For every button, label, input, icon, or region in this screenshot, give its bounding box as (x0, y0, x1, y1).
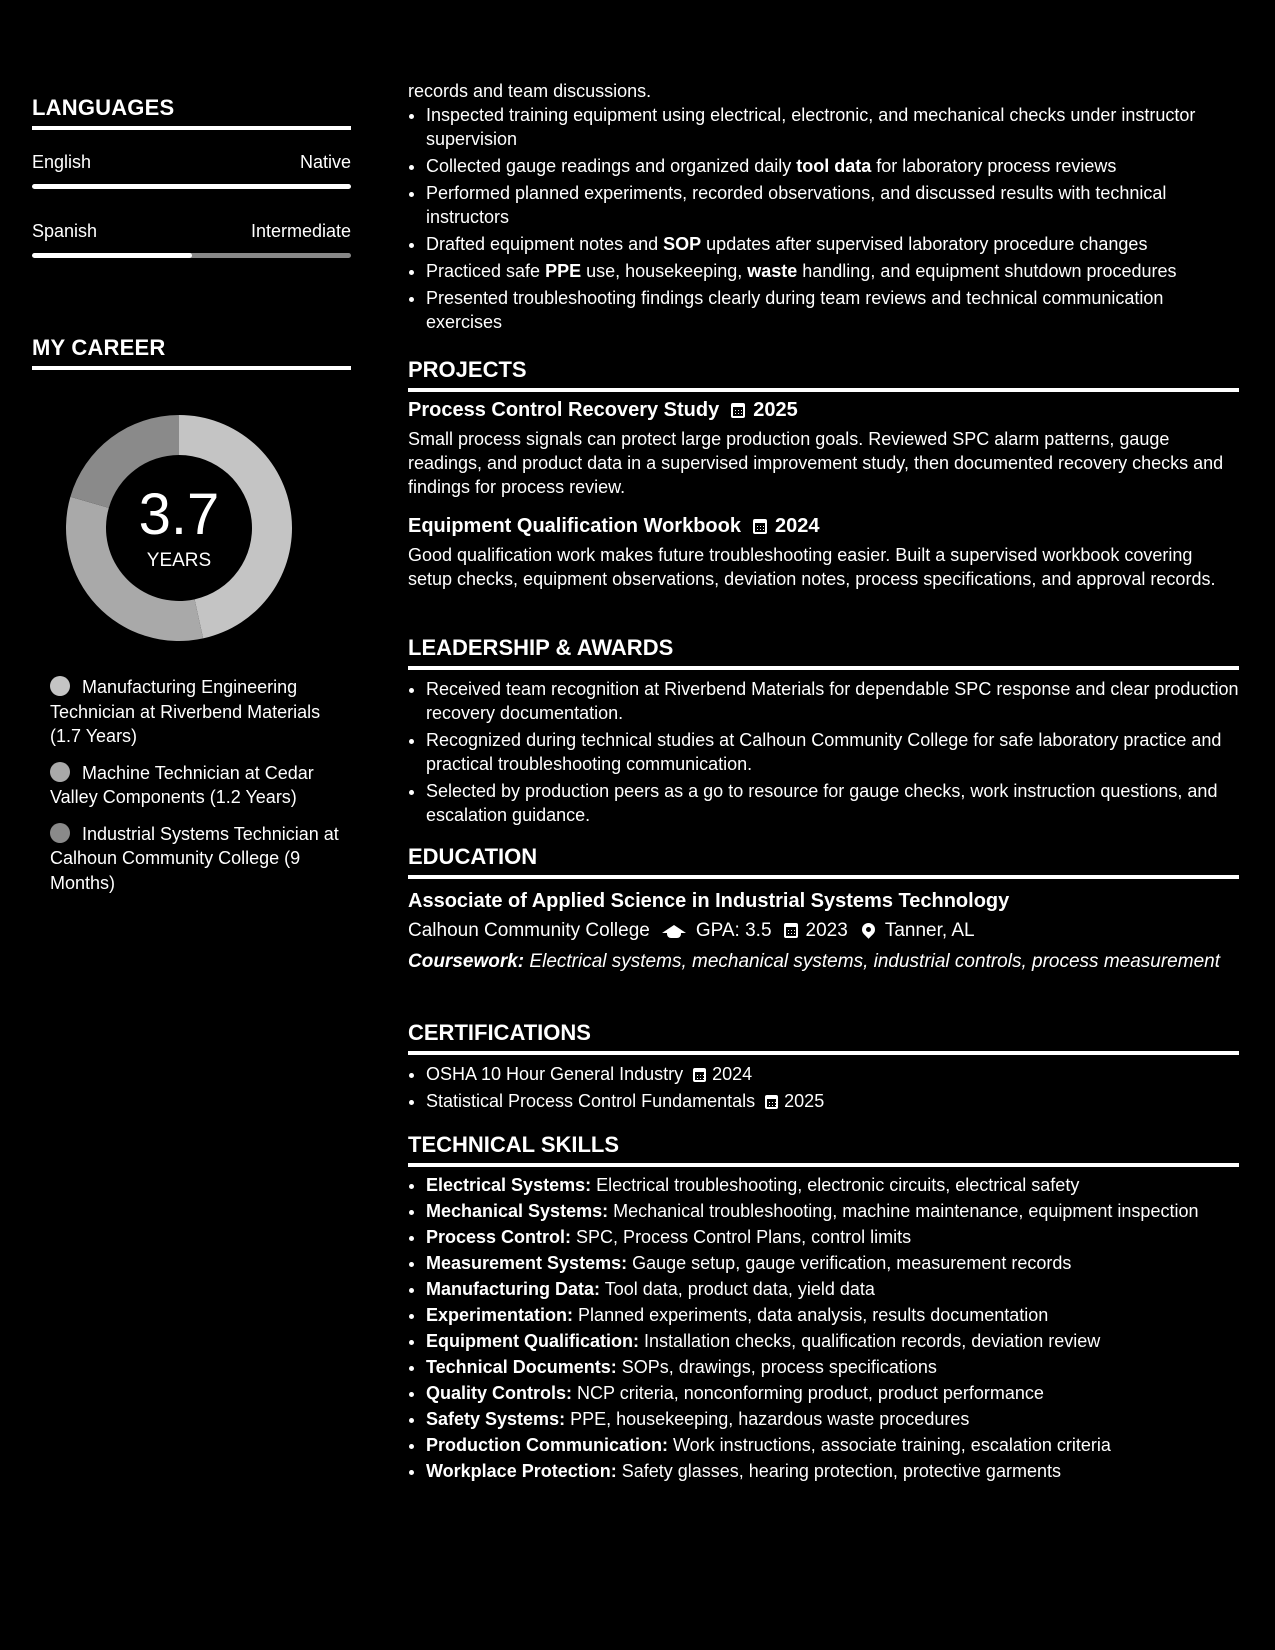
skill-label: Production Communication: (426, 1435, 668, 1455)
skill-label: Technical Documents: (426, 1357, 617, 1377)
project-description: Small process signals can protect large production goals. Reviewed SPC alarm patterns, gauge readings, and product data in a supervised improvement study, then documented recovery checks and findings for process review. (408, 429, 1224, 497)
experience-lead-line: records and team discussions. (408, 81, 652, 101)
education-location: Tanner, AL (884, 920, 975, 941)
calendar-icon (753, 519, 767, 534)
location-pin-icon (859, 920, 877, 938)
project-description: Good qualification work makes future troubleshooting easier. Built a supervised workbook covering setup checks, equipment observations, deviation notes, process specifications, and approval records. (408, 545, 1216, 589)
certifications-block (408, 1062, 1239, 1116)
education-year: 2023 (805, 920, 848, 941)
skill-item (426, 1355, 1239, 1379)
certification-year: 2024 (712, 1064, 753, 1084)
career-dot-icon (50, 823, 70, 843)
certification-item (426, 1062, 1239, 1086)
calendar-icon (731, 403, 745, 418)
skill-item (426, 1303, 1239, 1327)
project-title: Process Control Recovery Study (408, 399, 720, 421)
languages-heading: LANGUAGES (32, 95, 351, 130)
project-item (408, 513, 1239, 591)
skill-item (426, 1329, 1239, 1353)
main-content (380, 0, 1275, 1650)
career-item (50, 675, 340, 749)
skill-label: Manufacturing Data: (426, 1279, 601, 1299)
certification-name: Statistical Process Control Fundamentals (426, 1091, 756, 1111)
skill-item (426, 1225, 1239, 1249)
career-item-text: Machine Technician at Cedar Valley Components (1.2 Years) (50, 762, 314, 807)
skill-label: Process Control: (426, 1227, 572, 1247)
skill-label: Experimentation: (426, 1305, 574, 1325)
project-title: Equipment Qualification Workbook (408, 515, 741, 537)
leadership-bullet: • Received team recognition at Riverbend Materials for dependable SPC response and clear production recovery documentation. (426, 677, 1239, 725)
education-school: Calhoun Community College (408, 920, 650, 941)
calendar-icon (784, 923, 798, 938)
skill-value: SPC, Process Control Plans, control limits (576, 1227, 912, 1247)
leadership-heading: LEADERSHIP & AWARDS (408, 635, 1239, 670)
certifications-list (408, 1062, 1239, 1113)
skill-label: Equipment Qualification: (426, 1331, 640, 1351)
project-item (408, 397, 1239, 499)
education-meta (408, 918, 1239, 944)
skill-item (426, 1199, 1239, 1223)
language-name: Spanish (32, 221, 98, 241)
sidebar (0, 0, 380, 1650)
skill-item (426, 1433, 1239, 1457)
coursework-label: Coursework: (408, 951, 525, 972)
leadership-block (408, 677, 1239, 830)
experience-bullet: • Drafted equipment notes and SOP updates after supervised laboratory procedure changes (426, 232, 1239, 256)
career-dot-icon (50, 676, 70, 696)
skill-value: Installation checks, qualification records, deviation review (644, 1331, 1101, 1351)
skill-value: Tool data, product data, yield data (604, 1279, 875, 1299)
skill-value: Mechanical troubleshooting, machine maintenance, equipment inspection (613, 1201, 1199, 1221)
skill-value: SOPs, drawings, process specifications (621, 1357, 937, 1377)
skill-item (426, 1407, 1239, 1431)
leadership-bullets (408, 677, 1239, 827)
career-list (50, 675, 340, 907)
language-english-bar (32, 184, 351, 189)
skill-value: Planned experiments, data analysis, results documentation (578, 1305, 1049, 1325)
skill-item (426, 1381, 1239, 1405)
skill-label: Electrical Systems: (426, 1175, 592, 1195)
experience-bullet: • Presented troubleshooting findings clearly during team reviews and technical communication exercises (426, 286, 1239, 334)
language-name: English (32, 152, 92, 172)
skill-item (426, 1277, 1239, 1301)
leadership-bullet: • Selected by production peers as a go to resource for gauge checks, work instruction questions, and escalation guidance. (426, 779, 1239, 827)
career-item-text: Manufacturing Engineering Technician at Riverbend Materials (1.7 Years) (50, 677, 321, 746)
education-heading: EDUCATION (408, 844, 1239, 879)
language-spanish-bar (32, 253, 351, 258)
skill-label: Quality Controls: (426, 1383, 573, 1403)
proficiency-fill (32, 184, 351, 189)
language-spanish (32, 221, 351, 242)
skill-item (426, 1251, 1239, 1275)
career-total-unit: YEARS (146, 550, 212, 571)
education-gpa: GPA: 3.5 (695, 920, 772, 941)
skill-label: Safety Systems: (426, 1409, 566, 1429)
skills-block (408, 1173, 1239, 1485)
career-item-text: Industrial Systems Technician at Calhoun Community College (9 Months) (50, 823, 339, 893)
experience-bullet: • Practiced safe PPE use, housekeeping, waste handling, and equipment shutdown procedures (426, 259, 1239, 283)
projects-heading: PROJECTS (408, 357, 1239, 392)
project-year: 2025 (753, 399, 798, 421)
project-title-row (408, 513, 1239, 539)
career-item (50, 761, 340, 810)
skill-value: Electrical troubleshooting, electronic circuits, electrical safety (596, 1175, 1080, 1195)
skill-label: Mechanical Systems: (426, 1201, 609, 1221)
experience-bullet: • Inspected training equipment using electrical, electronic, and mechanical checks under instructor supervision (426, 103, 1239, 151)
experience-bullet: • Performed planned experiments, recorded observations, and discussed results with technical instructors (426, 181, 1239, 229)
career-dot-icon (50, 762, 70, 782)
experience-bullets (408, 103, 1239, 334)
language-level: Native (299, 152, 351, 172)
calendar-icon (693, 1068, 706, 1082)
career-item (50, 822, 340, 896)
leadership-bullet: • Recognized during technical studies at Calhoun Community College for safe laboratory practice and practical troubleshooting communication. (426, 728, 1239, 776)
experience-continued (408, 79, 1239, 337)
certification-item (426, 1089, 1239, 1113)
language-english (32, 152, 351, 173)
skill-value: Safety glasses, hearing protection, protective garments (621, 1461, 1061, 1481)
skill-item (426, 1173, 1239, 1197)
certification-year: 2025 (784, 1091, 825, 1111)
education-entry (408, 888, 1239, 974)
graduation-cap-icon (662, 925, 686, 933)
education-coursework (408, 950, 1239, 974)
project-title-row (408, 397, 1239, 423)
skill-value: PPE, housekeeping, hazardous waste procedures (570, 1409, 970, 1429)
skill-label: Workplace Protection: (426, 1461, 617, 1481)
certifications-heading: CERTIFICATIONS (408, 1020, 1239, 1055)
language-level: Intermediate (250, 221, 351, 241)
certification-name: OSHA 10 Hour General Industry (426, 1064, 684, 1084)
skill-value: Gauge setup, gauge verification, measurement records (632, 1253, 1072, 1273)
skills-heading: TECHNICAL SKILLS (408, 1132, 1239, 1167)
skills-list (408, 1173, 1239, 1483)
skill-value: Work instructions, associate training, escalation criteria (673, 1435, 1111, 1455)
project-year: 2024 (774, 515, 820, 537)
calendar-icon (765, 1095, 778, 1109)
proficiency-fill (32, 253, 192, 258)
education-degree: Associate of Applied Science in Industrial Systems Technology (408, 890, 1010, 912)
coursework-text: Electrical systems, mechanical systems, industrial controls, process measurement (529, 951, 1220, 972)
skill-value: NCP criteria, nonconforming product, product performance (577, 1383, 1044, 1403)
projects-list (408, 397, 1239, 591)
career-heading: MY CAREER (32, 335, 351, 370)
career-total-value: 3.7 (138, 482, 220, 547)
skill-label: Measurement Systems: (426, 1253, 628, 1273)
skill-item (426, 1459, 1239, 1483)
experience-bullet: • Collected gauge readings and organized daily tool data for laboratory process reviews (426, 154, 1239, 178)
